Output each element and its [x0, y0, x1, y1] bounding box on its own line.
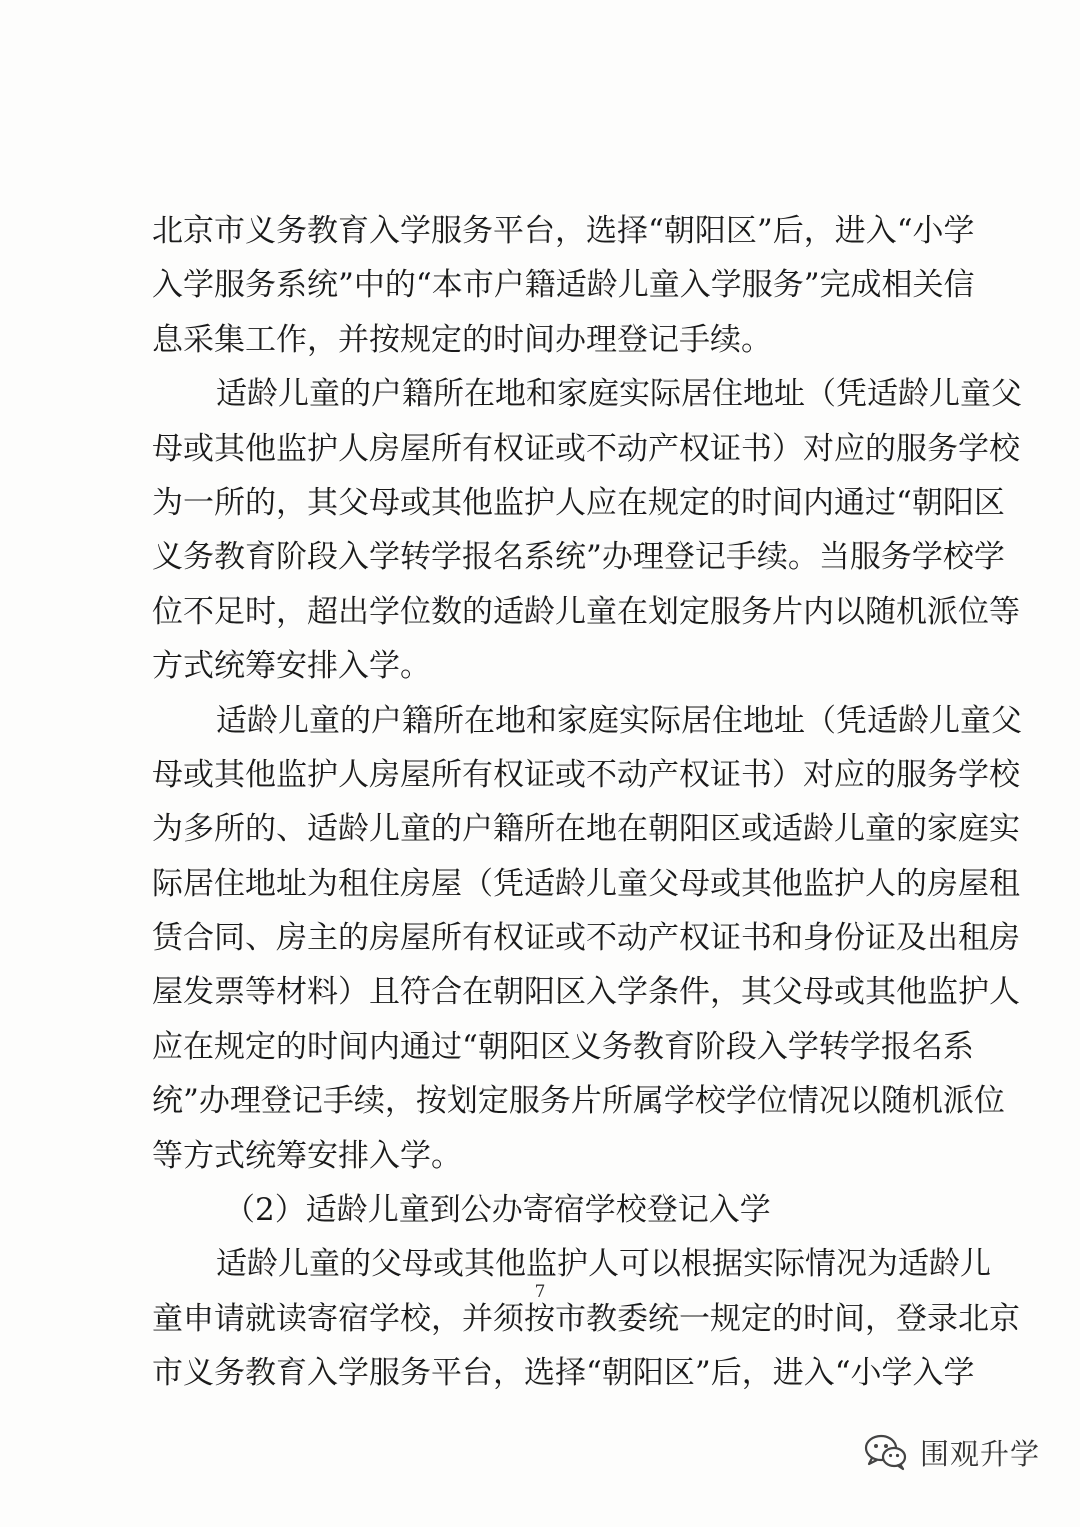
text-line: 息采集工作，并按规定的时间办理登记手续。 — [152, 321, 772, 358]
text-line: 方式统筹安排入学。 — [152, 648, 431, 685]
section-heading: （2）适龄儿童到公办寄宿学校登记入学 — [224, 1192, 771, 1229]
text-line: 适龄儿童的户籍所在地和家庭实际居住地址（凭适龄儿童父 — [216, 376, 1022, 413]
wechat-icon — [864, 1433, 908, 1471]
document-body — [152, 204, 1022, 1401]
text-line: 应在规定的时间内通过“朝阳区义务教育阶段入学转学报名系 — [152, 1028, 974, 1065]
wechat-watermark — [864, 1430, 1040, 1474]
text-line: 童申请就读寄宿学校，并须按市教委统一规定的时间，登录北京 — [152, 1300, 1020, 1337]
text-line: 等方式统筹安排入学。 — [152, 1137, 462, 1174]
text-line: 适龄儿童的户籍所在地和家庭实际居住地址（凭适龄儿童父 — [216, 702, 1022, 739]
text-line: 为多所的、适龄儿童的户籍所在地在朝阳区或适龄儿童的家庭实 — [152, 811, 1020, 848]
text-line: 适龄儿童的父母或其他监护人可以根据实际情况为适龄儿 — [216, 1246, 991, 1283]
text-line: 母或其他监护人房屋所有权证或不动产权证书）对应的服务学校 — [152, 430, 1020, 467]
text-line: 北京市义务教育入学服务平台，选择“朝阳区”后，进入“小学 — [152, 213, 975, 249]
text-line: 为一所的，其父母或其他监护人应在规定的时间内通过“朝阳区 — [152, 484, 1005, 521]
watermark-text: 围观升学 — [919, 1436, 1040, 1471]
page-number: 7 — [534, 1282, 546, 1302]
text-line: 位不足时，超出学位数的适龄儿童在划定服务片内以随机派位等 — [152, 593, 1020, 630]
text-line: 际居住地址为租住房屋（凭适龄儿童父母或其他监护人的房屋租 — [152, 865, 1020, 902]
text-line: 母或其他监护人房屋所有权证或不动产权证书）对应的服务学校 — [152, 756, 1020, 793]
text-line: 入学服务系统”中的“本市户籍适龄儿童入学服务”完成相关信 — [152, 267, 975, 304]
text-line: 屋发票等材料）且符合在朝阳区入学条件，其父母或其他监护人 — [152, 974, 1020, 1011]
text-line: 义务教育阶段入学转学报名系统”办理登记手续。当服务学校学 — [152, 539, 1005, 576]
text-line: 赁合同、房主的房屋所有权证或不动产权证书和身份证及出租房 — [152, 920, 1020, 957]
text-line: 统”办理登记手续，按划定服务片所属学校学位情况以随机派位 — [152, 1083, 1005, 1120]
text-line: 市义务教育入学服务平台，选择“朝阳区”后，进入“小学入学 — [152, 1355, 975, 1392]
